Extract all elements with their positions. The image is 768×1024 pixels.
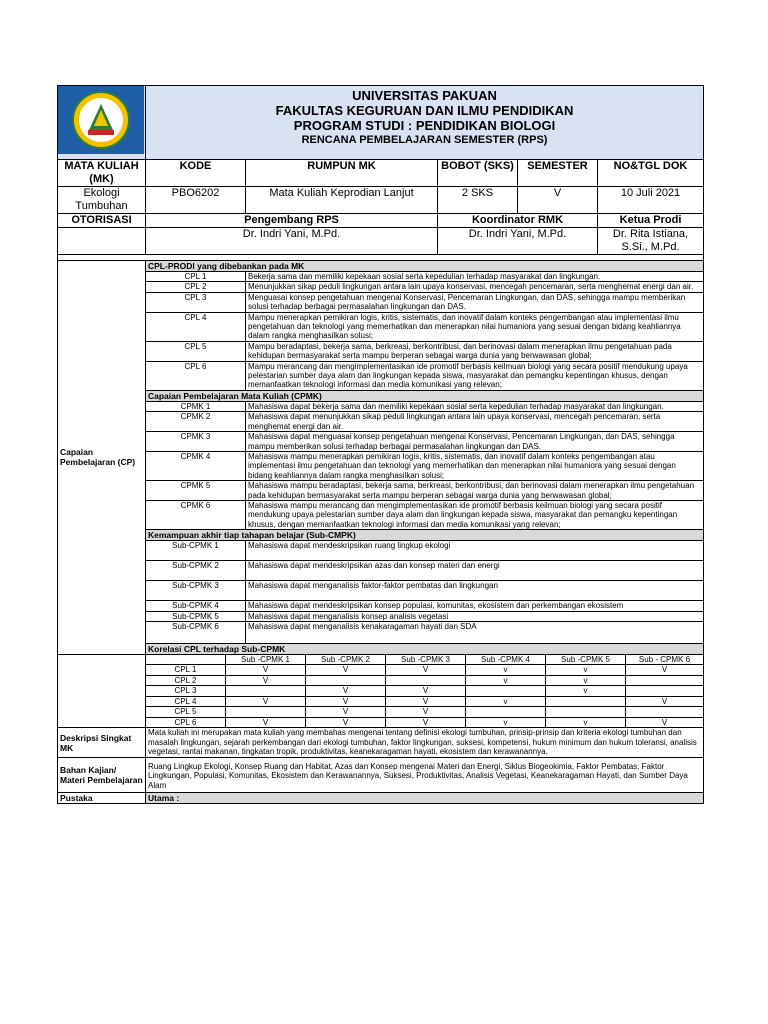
korelasi-col-header: Sub - CPMK 6	[626, 654, 704, 665]
cpl-row	[58, 272, 704, 282]
korelasi-col-row	[58, 654, 704, 665]
korelasi-mark: V	[386, 696, 466, 707]
cpl-row	[58, 312, 704, 341]
course-credits: 2 SKS	[438, 187, 518, 214]
cpmk-row	[58, 481, 704, 501]
korelasi-row-code: CPL 1	[146, 665, 226, 676]
pustaka-utama: Utama :	[146, 793, 704, 804]
bahan-text: Ruang Lingkup Ekologi, Konsep Ruang dan Habitat, Azas dan Konsep mengenai Materi dan Energi, Siklus Biogeokimia, Faktor Pembatas, Faktor Lingkungan, Populasi, Komunitas, Ekosistem dan Kerawanannya, Suksesi, Produktivitas, Analisis Vegetasi, Keanekaragaman Hayati, dan Sumber Daya Alam	[146, 757, 704, 793]
korelasi-col-header: Sub -CPMK 5	[546, 654, 626, 665]
faculty-name: FAKULTAS KEGURUAN DAN ILMU PENDIDIKAN	[275, 103, 574, 118]
korelasi-col-header: Sub -CPMK 4	[466, 654, 546, 665]
authorization-label: OTORISASI	[58, 214, 146, 228]
korelasi-row-code: CPL 4	[146, 696, 226, 707]
korelasi-mark: V	[306, 686, 386, 697]
role-coordinator: Koordinator RMK	[438, 214, 598, 228]
korelasi-row-code: CPL 3	[146, 686, 226, 697]
cpl-heading: CPL-PRODI yang dibebankan pada MK	[146, 261, 704, 272]
subcpmk-text: Mahasiswa dapat menganalisis kenakaragaman hayati dan SDA	[246, 621, 704, 643]
cpmk-code: CPMK 4	[146, 451, 246, 480]
korelasi-mark: V	[226, 665, 306, 676]
korelasi-col-header: Sub -CPMK 1	[226, 654, 306, 665]
korelasi-row	[58, 665, 704, 676]
korelasi-mark	[386, 675, 466, 686]
korelasi-mark: v	[466, 675, 546, 686]
korelasi-mark: v	[546, 686, 626, 697]
korelasi-mark	[306, 675, 386, 686]
subcpmk-row	[58, 601, 704, 611]
cpmk-code: CPMK 5	[146, 481, 246, 501]
korelasi-mark: V	[626, 665, 704, 676]
cpmk-heading: Capaian Pembelajaran Mata Kuliah (CPMK)	[146, 390, 704, 401]
course-header-semester: SEMESTER	[518, 160, 598, 187]
cpl-code: CPL 3	[146, 292, 246, 312]
document-title-block	[146, 86, 704, 160]
cpmk-code: CPMK 3	[146, 432, 246, 452]
subcpmk-text: Mahasiswa dapat menganalisis konsep analisis vegetasi	[246, 611, 704, 621]
authorization-role-row	[58, 214, 704, 228]
cp-label: Capaian Pembelajaran (CP)	[58, 261, 146, 655]
cpl-text: Mampu beradaptasi, bekerja sama, berkreasi, berkontribusi, dan berinovasi dalam menerapkan ilmu pengetahuan pada kehidupan bermasyarakat serta mampu berperan sebagai warga dunia yang berwawasan global;	[246, 341, 704, 361]
cpl-row	[58, 341, 704, 361]
course-group: Mata Kuliah Keprodian Lanjut	[246, 187, 438, 214]
document-title: RENCANA PEMBELAJARAN SEMESTER (RPS)	[301, 134, 548, 146]
korelasi-mark: V	[226, 717, 306, 728]
korelasi-mark: v	[546, 717, 626, 728]
cpmk-heading-row	[58, 390, 704, 401]
subcpmk-text: Mahasiswa dapat mendeskripsikan ruang lingkup ekologi	[246, 541, 704, 561]
cpl-text: Mampu menerapkan pemikiran logis, kritis, sistematis, dan inovatif dalam konteks pengembangan atau implementasi ilmu pengetahuan dan teknologi yang memerhatikan dan menerapkan nilai humaniora yang sesuai dengan bidang keahliannya dalam rangka menghasilkan solusi;	[246, 312, 704, 341]
course-header-bobot: BOBOT (SKS)	[438, 160, 518, 187]
korelasi-mark: V	[306, 696, 386, 707]
korelasi-heading-row	[58, 643, 704, 654]
deskripsi-text: Mata kuliah ini merupakan mata kuliah yang membahas mengenai tentang definisi ekologi tumbuhan, prinsip-prinsip dan kriteria ekologi tumbuhan dan masalah lingkungan, sejarah perkembangan dari ekologi tumbuhan, faktor lingkungan, suksesi, kompetensi, hukum minimum dan hukum toleransi, analisis vegetasi, rantai makanan, tingkatan tropik, produktivitas, keanekaragaman hayati, ekosistem dan kerawanannya.	[146, 728, 704, 758]
subcpmk-heading-row	[58, 530, 704, 541]
course-header-kode: KODE	[146, 160, 246, 187]
cpmk-text: Mahasiswa dapat menunjukkan sikap peduli lingkungan antara lain upaya konservasi, mencegah pencemaran, serta menghemat energi dan air.	[246, 412, 704, 432]
subcpmk-code: Sub-CPMK 5	[146, 611, 246, 621]
course-semester: V	[518, 187, 598, 214]
course-doc-date: 10 Juli 2021	[598, 187, 704, 214]
korelasi-mark: V	[626, 696, 704, 707]
subcpmk-row	[58, 541, 704, 561]
course-header-mk: MATA KULIAH (MK)	[58, 160, 146, 187]
logo-emblem-icon	[58, 86, 144, 154]
cpmk-row	[58, 412, 704, 432]
university-name: UNIVERSITAS PAKUAN	[352, 88, 497, 103]
korelasi-corner	[146, 654, 226, 665]
subcpmk-code: Sub-CPMK 4	[146, 601, 246, 611]
korelasi-mark: V	[226, 675, 306, 686]
name-coordinator: Dr. Indri Yani, M.Pd.	[438, 228, 598, 255]
korelasi-mark: v	[546, 675, 626, 686]
bahan-row	[58, 757, 704, 793]
cpl-text: Menguasai konsep pengetahuan mengenai Konservasi, Pencemaran Lingkungan, dan DAS, sehingga mampu memberikan solusi terhadap berbagai permasalahan lingkungan dan DAS.	[246, 292, 704, 312]
pustaka-label: Pustaka	[58, 793, 146, 804]
subcpmk-heading: Kemampuan akhir tiap tahapan belajar (Sub-CMPK)	[146, 530, 704, 541]
role-head: Ketua Prodi	[598, 214, 704, 228]
name-head: Dr. Rita Istiana, S.Si., M.Pd.	[598, 228, 704, 255]
cpl-code: CPL 2	[146, 282, 246, 292]
subcpmk-code: Sub-CPMK 3	[146, 581, 246, 601]
cpmk-code: CPMK 6	[146, 500, 246, 529]
program-name: PROGRAM STUDI : PENDIDIKAN BIOLOGI	[293, 118, 556, 133]
subcpmk-text: Mahasiswa dapat menganalisis faktor-faktor pembatas dan lingkungan	[246, 581, 704, 601]
cpmk-text: Mahasiswa mampu beradaptasi, bekerja sama, berkreasi, berkontribusi, dan berinovasi dalam menerapkan ilmu pengetahuan pada kehidupan bermasyarakat serta mampu berperan sebagai warga dunia yang berwawasan global;	[246, 481, 704, 501]
cpmk-row	[58, 401, 704, 411]
description-table	[57, 727, 704, 804]
cpmk-text: Mahasiswa dapat bekerja sama dan memiliki kepekaan sosial serta kepedulian terhadap masyarakat dan lingkungan.	[246, 401, 704, 411]
course-header-rumpun: RUMPUN MK	[246, 160, 438, 187]
header-row	[58, 86, 704, 160]
subcpmk-row	[58, 621, 704, 643]
korelasi-mark	[546, 707, 626, 718]
korelasi-mark: v	[466, 717, 546, 728]
korelasi-mark: v	[466, 665, 546, 676]
korelasi-mark: V	[386, 665, 466, 676]
korelasi-row	[58, 686, 704, 697]
korelasi-mark: v	[466, 696, 546, 707]
korelasi-mark: V	[386, 707, 466, 718]
cpl-code: CPL 5	[146, 341, 246, 361]
korelasi-row	[58, 717, 704, 728]
korelasi-mark: V	[306, 717, 386, 728]
cpl-heading-row	[58, 261, 704, 272]
bahan-label: Bahan Kajian/ Materi Pembelajaran	[58, 757, 146, 793]
deskripsi-row	[58, 728, 704, 758]
korelasi-heading: Korelasi CPL terhadap Sub-CPMK	[146, 643, 704, 654]
course-header-row	[58, 160, 704, 187]
korelasi-mark	[226, 686, 306, 697]
subcpmk-code: Sub-CPMK 1	[146, 541, 246, 561]
korelasi-left-blank	[58, 654, 146, 728]
authorization-blank	[58, 228, 146, 255]
korelasi-mark	[626, 686, 704, 697]
rps-document	[57, 85, 703, 804]
korelasi-mark: V	[386, 686, 466, 697]
korelasi-row-code: CPL 6	[146, 717, 226, 728]
cpmk-text: Mahasiswa mampu menerapkan pemikiran logis, kritis, sistematis, dan inovatif dalam konteks pengembangan atau implementasi ilmu pengetahuan dan teknologi yang memerhatikan dan menerapkan nilai humaniora yang sesuai dengan bidang keahliannya dalam rangka menghasilkan solusi;	[246, 451, 704, 480]
cpmk-code: CPMK 2	[146, 412, 246, 432]
subcpmk-code: Sub-CPMK 6	[146, 621, 246, 643]
korelasi-table	[57, 654, 704, 729]
korelasi-row	[58, 696, 704, 707]
deskripsi-label: Deskripsi Singkat MK	[58, 728, 146, 758]
name-developer: Dr. Indri Yani, M.Pd.	[146, 228, 438, 255]
cpmk-row	[58, 500, 704, 529]
cpmk-text: Mahasiswa mampu merancang dan mengimplementasikan ide promotif berbasis keilmuan biologi yang secara positif mendukung upaya pelestarian sumber daya alam dan lingkungan kepada siswa, masyarakat dan pemangku kepentingan khusus, dengan memanfaatkan teknologi informasi dan media komunikasi yang relevan;	[246, 500, 704, 529]
korelasi-row-code: CPL 2	[146, 675, 226, 686]
korelasi-row-code: CPL 5	[146, 707, 226, 718]
korelasi-row	[58, 707, 704, 718]
role-developer: Pengembang RPS	[146, 214, 438, 228]
cpl-code: CPL 1	[146, 272, 246, 282]
cpl-row	[58, 282, 704, 292]
korelasi-row	[58, 675, 704, 686]
korelasi-mark: V	[386, 717, 466, 728]
cpl-row	[58, 361, 704, 390]
korelasi-mark: V	[306, 707, 386, 718]
korelasi-mark	[626, 675, 704, 686]
korelasi-mark: V	[226, 696, 306, 707]
cpl-text: Menunjukkan sikap peduli lingkungan antara lain upaya konservasi, mencegah pencemaran, serta menghemat energi dan air.	[246, 282, 704, 292]
cpl-row	[58, 292, 704, 312]
korelasi-mark: V	[306, 665, 386, 676]
korelasi-mark	[466, 686, 546, 697]
korelasi-mark	[546, 696, 626, 707]
subcpmk-row	[58, 581, 704, 601]
korelasi-mark	[466, 707, 546, 718]
cpl-code: CPL 6	[146, 361, 246, 390]
korelasi-mark: V	[626, 717, 704, 728]
course-value-row	[58, 187, 704, 214]
subcpmk-text: Mahasiswa dapat mendeskripsikan azas dan konsep materi dan energi	[246, 561, 704, 581]
subcpmk-row	[58, 561, 704, 581]
korelasi-col-header: Sub -CPMK 2	[306, 654, 386, 665]
cpl-text: Bekerja sama dan memiliki kepekaan sosial serta kepedulian terhadap masyarakat dan lingkungan.	[246, 272, 704, 282]
subcpmk-code: Sub-CPMK 2	[146, 561, 246, 581]
university-logo	[58, 86, 146, 160]
course-header-dok: NO&TGL DOK	[598, 160, 704, 187]
cpmk-text: Mahasiswa dapat menguasai konsep pengetahuan mengenai Konservasi, Pencemaran Lingkungan, dan DAS, sehingga mampu memberikan solusi terhadap berbagai permasalahan lingkungan dan DAS.	[246, 432, 704, 452]
subcpmk-row	[58, 611, 704, 621]
authorization-name-row	[58, 228, 704, 255]
korelasi-col-header: Sub -CPMK 3	[386, 654, 466, 665]
rps-table	[57, 85, 704, 655]
cpmk-row	[58, 451, 704, 480]
korelasi-mark	[226, 707, 306, 718]
course-name: Ekologi Tumbuhan	[58, 187, 146, 214]
course-code: PBO6202	[146, 187, 246, 214]
subcpmk-text: Mahasiswa dapat mendeskripsikan konsep populasi, komunitas, ekosistem dan perkembangan ekosistem	[246, 601, 704, 611]
cpmk-code: CPMK 1	[146, 401, 246, 411]
korelasi-mark: v	[546, 665, 626, 676]
cpl-text: Mampu merancang dan mengimplementasikan ide promotif berbasis keilmuan biologi yang secara positif mendukung upaya pelestarian sumber daya alam dan lingkungan kepada siswa, masyarakat dan pemangku kepentingan khusus, dengan memanfaatkan teknologi informasi dan media komunikasi yang relevan;	[246, 361, 704, 390]
cpmk-row	[58, 432, 704, 452]
cpl-code: CPL 4	[146, 312, 246, 341]
korelasi-mark	[626, 707, 704, 718]
pustaka-row	[58, 793, 704, 804]
